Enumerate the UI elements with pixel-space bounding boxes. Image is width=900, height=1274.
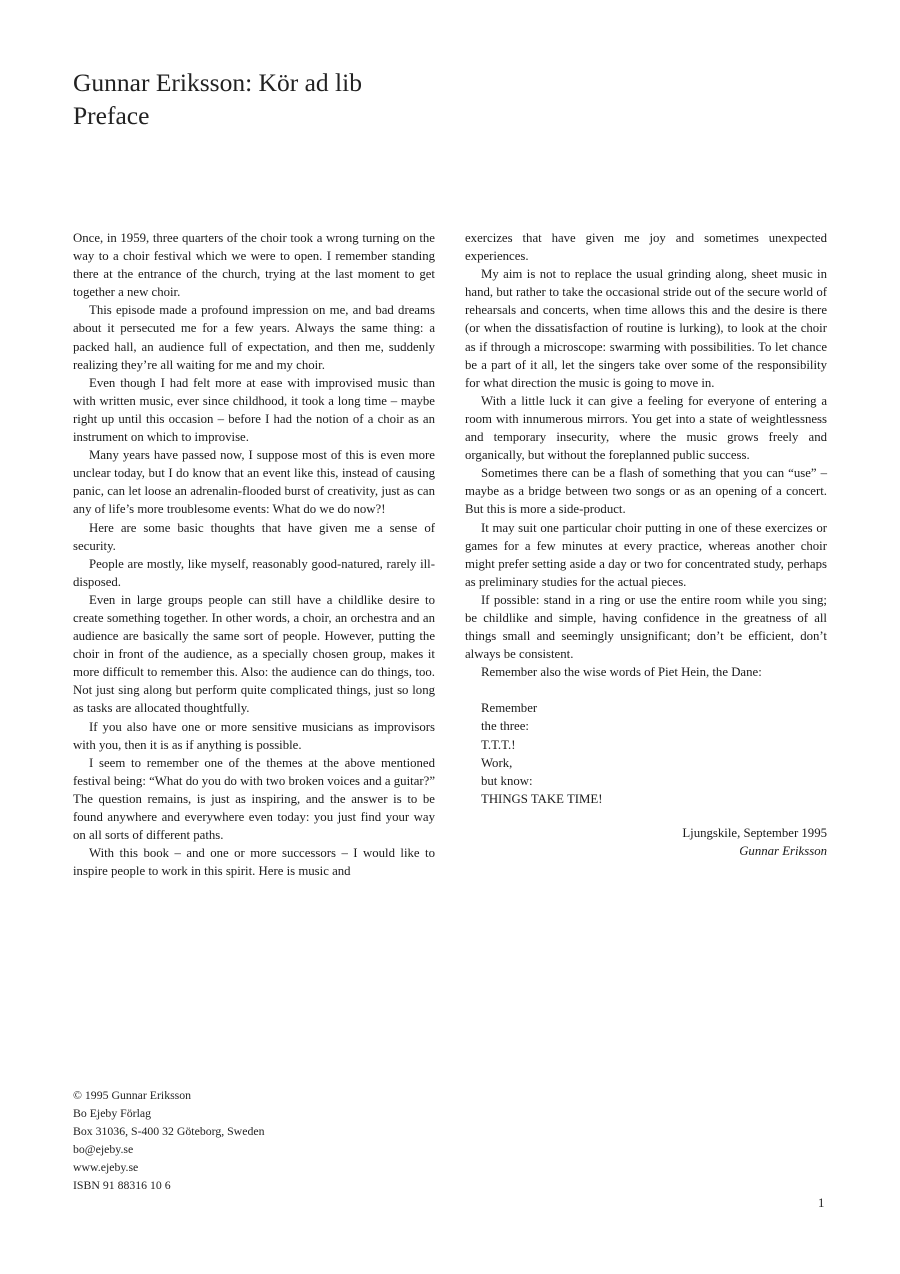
website-line: www.ejeby.se xyxy=(73,1160,139,1174)
paragraph: My aim is not to replace the usual grinding along, sheet music in hand, but rather to take the occasional stride out of the secure world of rehearsals and concerts, when time allows this and the desire is there (or when the dissatisfaction of routine is lurking), to look at the choir as if through a microscope: swarming with possibilities. To let chance be a part of it all, let the singers take over some of the responsibility for what direction the music is going to move in. xyxy=(465,267,827,390)
paragraph: Sometimes there can be a flash of something that you can “use” – maybe as a bridge between two songs or as an opening of a concert. But this is more a side-product. xyxy=(465,466,827,517)
paragraph: If possible: stand in a ring or use the entire room while you sing; be childlike and simple, having confidence in the greatness of all things small and seemingly unsignificant; don’t be efficient, don’t always be consistent. xyxy=(465,592,827,662)
paragraph: With a little luck it can give a feeling for everyone of entering a room with innumerous mirrors. You get into a state of weightlessness and temporary insecurity, where the music grows freely and organically, but without the foreplanned public success. xyxy=(465,393,827,463)
poem-line: Work, xyxy=(481,755,513,770)
paragraph: This episode made a profound impression on me, and bad dreams about it persecuted me for a few years. Always the same thing: a packed hall, an audience full of expectation, and then me, suddenly realizing they’re all waiting for me and my choir. xyxy=(73,303,435,372)
copyright-line: © 1995 Gunnar Eriksson xyxy=(73,1088,192,1102)
paragraph: With this book – and one or more successors – I would like to inspire people to work in this spirit. Here is music and xyxy=(73,846,435,879)
title-line: Gunnar Eriksson: Kör ad lib xyxy=(73,68,362,97)
paragraph: Even in large groups people can still have a childlike desire to create something together. In other words, a choir, an orchestra and an audience are basically the same sort of people. However, putting the choir in front of the audience, as a specially chosen group, makes it more difficult to remember this. Also: the audience can do things, too. Not just sing along but perform quite complicated things, just so long as tasks are allocated thoughtfully. xyxy=(73,592,435,716)
colophon xyxy=(73,1086,264,1194)
paragraph: If you also have one or more sensitive musicians as improvisors with you, then it is as if anything is possible. xyxy=(73,719,435,752)
email-line: bo@ejeby.se xyxy=(73,1142,134,1156)
page-title xyxy=(73,66,362,132)
right-column xyxy=(465,229,827,860)
subtitle-line: Preface xyxy=(73,101,150,130)
signature-name: Gunnar Eriksson xyxy=(739,844,827,858)
paragraph: People are mostly, like myself, reasonably good-natured, rarely ill-disposed. xyxy=(73,556,435,589)
signature-place-date: Ljungskile, September 1995 xyxy=(682,825,827,840)
isbn-line: ISBN 91 88316 10 6 xyxy=(73,1178,171,1192)
paragraph: Many years have passed now, I suppose most of this is even more unclear today, but I do know that an event like this, instead of causing panic, can let loose an adrenalin-flooded burst of creativity, just as can any of life’s more troublesome events: What do we do now?! xyxy=(73,448,435,517)
poem-line: T.T.T.! xyxy=(481,737,516,752)
page-number: 1 xyxy=(818,1196,825,1210)
poem-line: THINGS TAKE TIME! xyxy=(481,791,603,806)
left-column xyxy=(73,229,435,880)
paragraph: It may suit one particular choir putting in one of these exercizes or games for a few minutes at every practice, whereas another choir might prefer setting aside a day or two for concentrated study, perhaps as preliminary studies for the actual pieces. xyxy=(465,520,827,589)
signature xyxy=(465,824,827,860)
paragraph: Once, in 1959, three quarters of the choir took a wrong turning on the way to a choir festival which we were to open. I remember standing there at the entrance of the church, trying at the last moment to get together a new choir. xyxy=(73,231,435,300)
paragraph: Even though I had felt more at ease with improvised music than with written music, ever since childhood, it took a long time – maybe right up until this occasion – before I had the notion of a choir as an instrument on which to improvise. xyxy=(73,375,435,445)
paragraph: I seem to remember one of the themes at the above mentioned festival being: “What do you do with two broken voices and a guitar?” The question remains, is just as inspiring, and the answer is to be found anywhere and everywhere even today: you just find your way on all sorts of different paths. xyxy=(73,755,435,843)
paragraph: Here are some basic thoughts that have given me a sense of security. xyxy=(73,520,435,553)
poem-line: the three: xyxy=(481,719,529,734)
paragraph: Remember also the wise words of Piet Hein, the Dane: xyxy=(481,665,762,680)
poem-line: Remember xyxy=(481,701,538,716)
address-line: Box 31036, S-400 32 Göteborg, Sweden xyxy=(73,1124,265,1138)
paragraph-continuation: exercizes that have given me joy and sometimes unexpected experiences. xyxy=(465,231,827,264)
publisher-line: Bo Ejeby Förlag xyxy=(73,1106,151,1120)
poem-line: but know: xyxy=(481,773,533,788)
poem xyxy=(481,699,827,808)
